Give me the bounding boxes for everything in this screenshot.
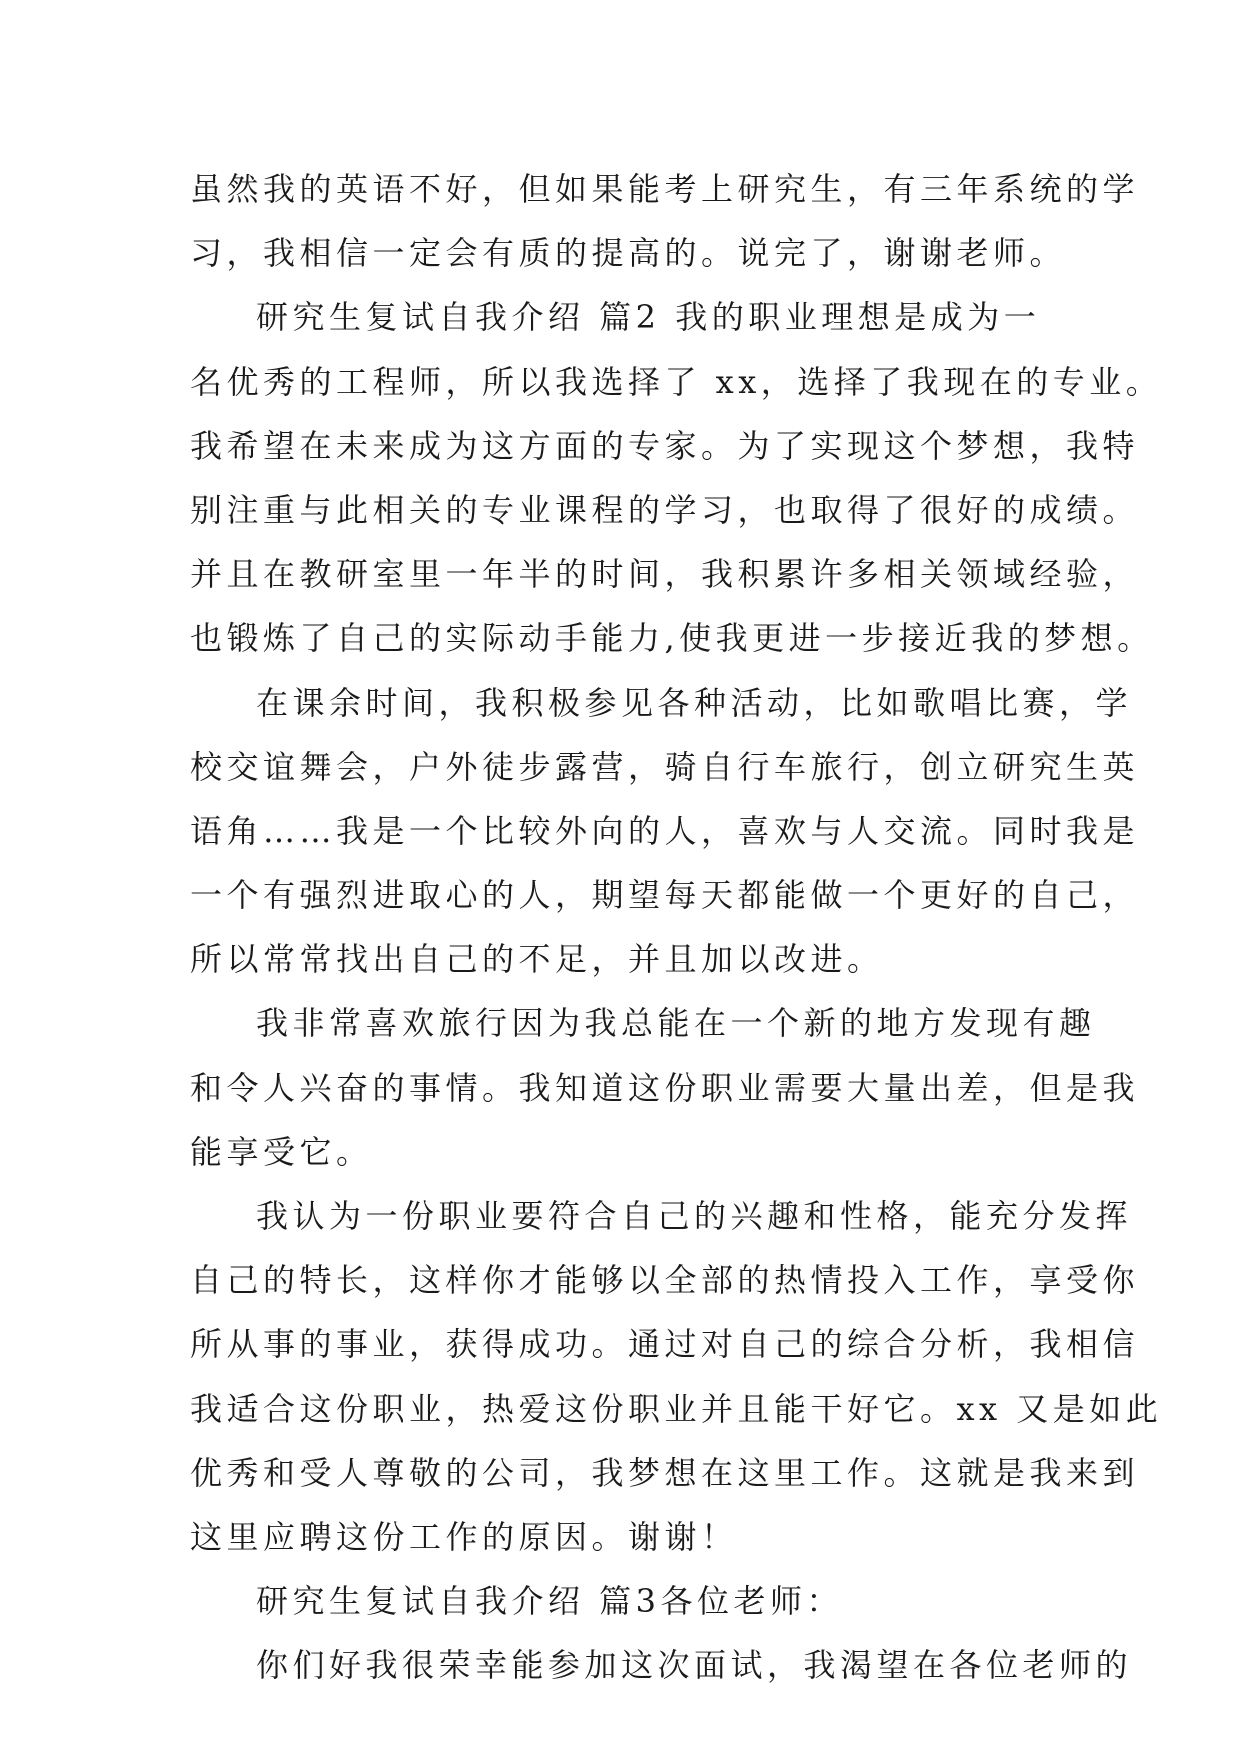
- text-line: 并且在教研室里一年半的时间，我积累许多相关领域经验，: [190, 555, 1140, 594]
- text-line: 自己的特长，这样你才能够以全部的热情投入工作，享受你: [190, 1261, 1140, 1300]
- text-line: 一个有强烈进取心的人，期望每天都能做一个更好的自己，: [190, 876, 1140, 915]
- text-line: 所从事的事业，获得成功。通过对自己的综合分析，我相信: [190, 1325, 1140, 1364]
- paragraph-start-line: 我非常喜欢旅行因为我总能在一个新的地方发现有趣: [256, 1004, 1096, 1043]
- text-line: 这里应聘这份工作的原因。谢谢！: [190, 1517, 738, 1556]
- paragraph-start-line: 你们好我很荣幸能参加这次面试，我渴望在各位老师的: [256, 1646, 1133, 1685]
- text-line: 也锻炼了自己的实际动手能力,使我更进一步接近我的梦想。: [190, 619, 1154, 658]
- text-line: 我希望在未来成为这方面的专家。为了实现这个梦想，我特: [190, 426, 1140, 465]
- document-body: [190, 157, 1163, 1698]
- text-line: 和令人兴奋的事情。我知道这份职业需要大量出差，但是我: [190, 1068, 1140, 1107]
- text-line: 语角……我是一个比较外向的人，喜欢与人交流。同时我是: [190, 811, 1140, 850]
- text-line: 别注重与此相关的专业课程的学习，也取得了很好的成绩。: [190, 490, 1140, 529]
- text-line: 能享受它。: [190, 1132, 373, 1171]
- section-heading-line: 研究生复试自我介绍 篇2 我的职业理想是成为一: [256, 298, 1041, 337]
- text-line: 优秀和受人尊敬的公司，我梦想在这里工作。这就是我来到: [190, 1453, 1140, 1492]
- text-line: 所以常常找出自己的不足，并且加以改进。: [190, 940, 884, 979]
- paragraph-start-line: 在课余时间，我积极参见各种活动，比如歌唱比赛，学: [256, 683, 1133, 722]
- section-heading-line: 研究生复试自我介绍 篇3各位老师：: [256, 1582, 844, 1621]
- paragraph-start-line: 我认为一份职业要符合自己的兴趣和性格，能充分发挥: [256, 1197, 1133, 1235]
- text-line: 名优秀的工程师，所以我选择了 xx，选择了我现在的专业。: [190, 362, 1163, 401]
- text-line: 校交谊舞会，户外徒步露营，骑自行车旅行，创立研究生英: [190, 747, 1140, 786]
- text-line: 虽然我的英语不好，但如果能考上研究生，有三年系统的学: [190, 170, 1140, 208]
- text-line: 习，我相信一定会有质的提高的。说完了，谢谢老师。: [190, 234, 1067, 273]
- text-line: 我适合这份职业，热爱这份职业并且能干好它。xx 又是如此: [190, 1389, 1163, 1428]
